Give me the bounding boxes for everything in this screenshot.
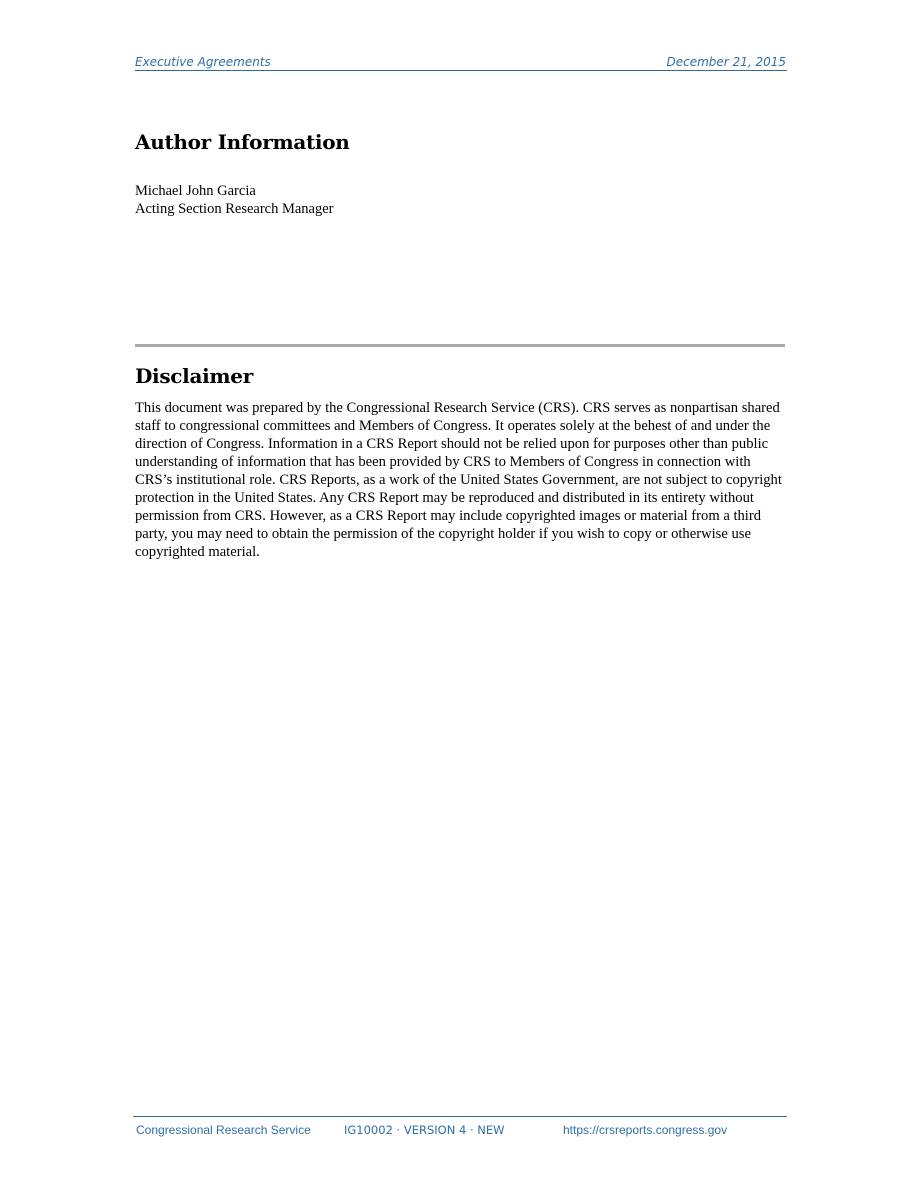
disclaimer-paragraph: This document was prepared by the Congressional Research Service (CRS). CRS serves as nonpartisan shared staff to congressional committees and Members of Congress. It operates solely at the behest of and under the direction of Congress. Information in a CRS Report should not be relied upon for purposes other than public understanding of information that has been provided by CRS to Members of Congress in connection with CRS’s institutional role. CRS Reports, as a work of the United States Government, are not subject to copyright protection in the United States. Any CRS Report may be reproduced and distributed in its entirety without permission from CRS. However, as a CRS Report may include copyrighted images or material from a third party, you may need to obtain the permission of the copyright holder if you wish to copy or otherwise use copyrighted material. — [135, 400, 782, 560]
page-header — [135, 54, 787, 71]
disclaimer-heading: Disclaimer — [135, 364, 253, 388]
footer-organization: Congressional Research Service — [136, 1123, 311, 1137]
footer-document-id: IG10002 · VERSION 4 · NEW — [344, 1123, 505, 1137]
author-information-heading: Author Information — [135, 130, 350, 154]
header-date: December 21, 2015 — [666, 55, 786, 69]
author-details — [135, 182, 334, 218]
header-report-title: Executive Agreements — [135, 55, 271, 69]
author-name: Michael John Garcia — [135, 183, 256, 199]
section-divider — [135, 344, 785, 347]
footer-url-link[interactable]: https://crsreports.congress.gov — [563, 1123, 728, 1137]
author-role: Acting Section Research Manager — [135, 201, 334, 217]
page-footer — [133, 1116, 787, 1143]
